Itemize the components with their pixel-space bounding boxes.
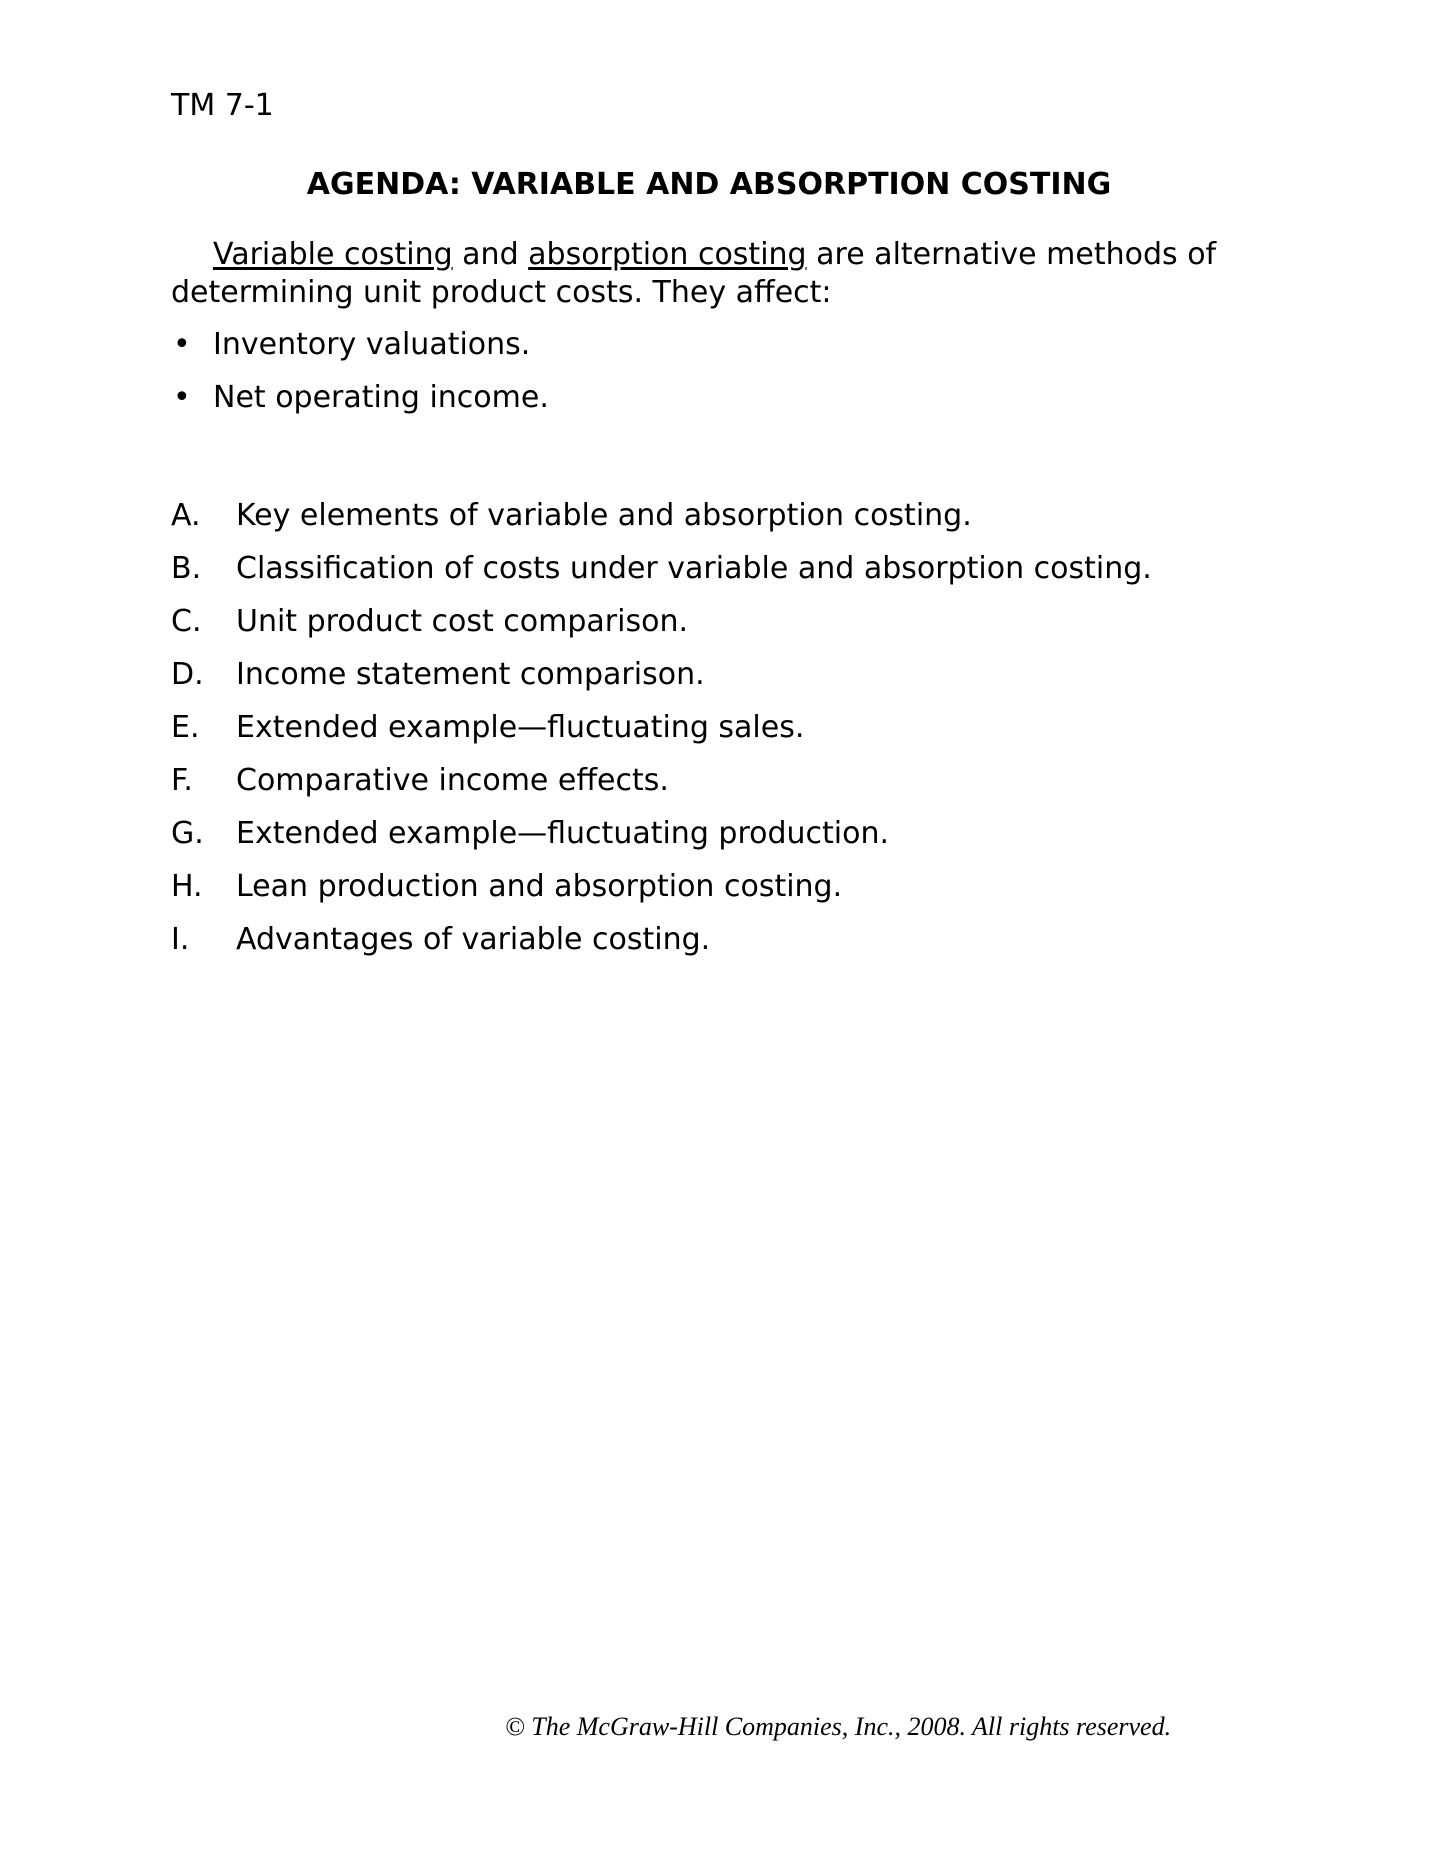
agenda-item-text: Advantages of variable costing. [236,922,711,957]
effects-list-item [171,379,549,417]
intro-connector: and [452,237,529,272]
agenda-item-text: Comparative income effects. [236,763,669,798]
copyright-notice: © The McGraw-Hill Companies, Inc., 2008. All rights reserved. [505,1712,1172,1741]
agenda-item-text: Extended example—fluctuating sales. [236,710,805,745]
document-id: TM 7-1 [171,88,274,123]
agenda-list [171,497,1152,974]
agenda-item [171,868,1152,921]
effects-item-text: Net operating income. [213,380,549,415]
agenda-item-text: Extended example—fluctuating production. [236,816,890,851]
agenda-item-letter: I. [171,922,190,957]
agenda-item [171,550,1152,603]
effects-item-text: Inventory valuations. [213,327,531,362]
agenda-item-letter: B. [171,551,202,586]
term-variable-costing: Variable costing [213,237,453,272]
agenda-item-text: Income statement comparison. [236,657,705,692]
agenda-item-letter: D. [171,657,204,692]
agenda-item-text: Unit product cost comparison. [236,604,689,639]
agenda-item [171,762,1152,815]
bullet-icon: • [173,380,191,415]
agenda-item [171,815,1152,868]
effects-list [171,326,549,432]
agenda-item [171,656,1152,709]
agenda-item-letter: H. [171,869,203,904]
agenda-item-text: Lean production and absorption costing. [236,869,843,904]
agenda-item-text: Key elements of variable and absorption costing. [236,498,972,533]
agenda-item-letter: C. [171,604,202,639]
agenda-item [171,921,1152,974]
term-absorption-costing: absorption costing [528,237,807,272]
agenda-item [171,603,1152,656]
effects-list-item [171,326,549,364]
intro-rest: are alternative methods of determining unit product costs. They affect: [171,237,1217,310]
bullet-icon: • [173,327,191,362]
agenda-item-letter: F. [171,763,193,798]
agenda-item-letter: E. [171,710,200,745]
page-title: AGENDA: VARIABLE AND ABSORPTION COSTING [306,167,1112,202]
agenda-item-letter: G. [171,816,204,851]
agenda-item-text: Classification of costs under variable and absorption costing. [236,551,1152,586]
agenda-item [171,709,1152,762]
intro-paragraph [171,236,1271,312]
agenda-item-letter: A. [171,498,201,533]
agenda-item [171,497,1152,550]
